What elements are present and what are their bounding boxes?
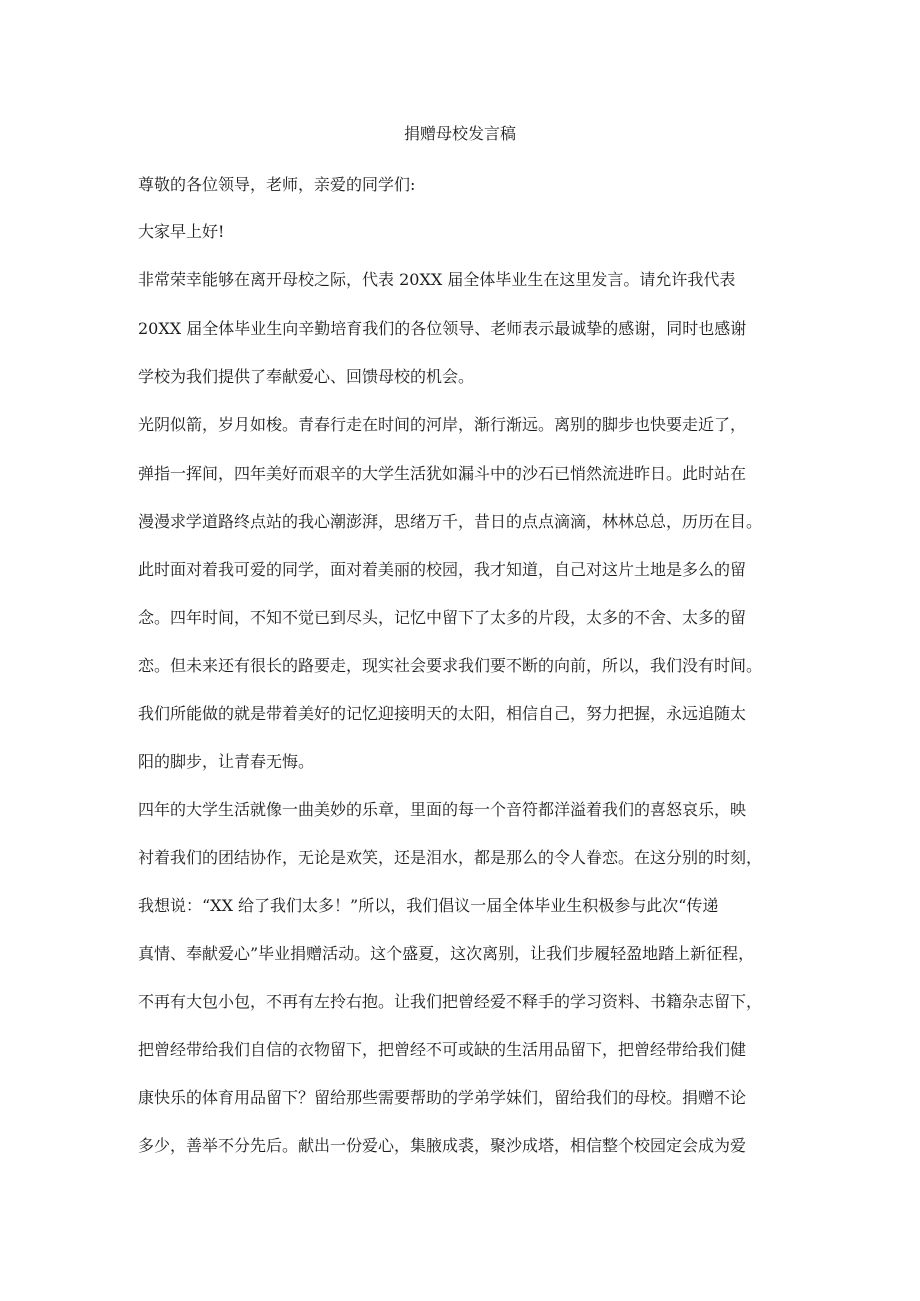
body-line: 阳的脚步，让青春无悔。 — [138, 752, 315, 771]
body-line: 念。四年时间，不知不觉已到尽头，记忆中留下了太多的片段，太多的不舍、太多的留 — [138, 608, 747, 627]
body-line: 漫漫求学道路终点站的我心潮澎湃，思绪万千，昔日的点点滴滴，林林总总，历历在目。 — [138, 512, 763, 531]
body-line: 衬着我们的团结协作，无论是欢笑，还是泪水，都是那么的令人眷恋。在这分别的时刻， — [138, 848, 763, 867]
body-line: 我们所能做的就是带着美好的记忆迎接明天的太阳，相信自己，努力把握，永远追随太 — [138, 704, 747, 723]
body-line: 此时面对着我可爱的同学，面对着美丽的校园，我才知道，自己对这片土地是多么的留 — [138, 560, 747, 579]
body-line: 尊敬的各位领导，老师，亲爱的同学们: — [138, 175, 416, 194]
body-line: 大家早上好! — [138, 222, 225, 241]
body-line: 恋。但未来还有很长的路要走，现实社会要求我们要不断的向前，所以，我们没有时间。 — [138, 656, 763, 675]
body-line: 康快乐的体育用品留下？留给那些需要帮助的学弟学妹们，留给我们的母校。捐赠不论 — [138, 1088, 747, 1107]
body-line: 四年的大学生活就像一曲美妙的乐章，里面的每一个音符都洋溢着我们的喜怒哀乐，映 — [138, 800, 747, 819]
body-line: 把曾经带给我们自信的衣物留下，把曾经不可或缺的生活用品留下，把曾经带给我们健 — [138, 1040, 747, 1059]
body-line: 多少，善举不分先后。献出一份爱心，集腋成裘，聚沙成塔，相信整个校园定会成为爱 — [138, 1136, 747, 1155]
body-line: 学校为我们提供了奉献爱心、回馈母校的机会。 — [138, 367, 475, 386]
document-title: 捐赠母校发言稿 — [403, 124, 516, 143]
body-line: 光阴似箭，岁月如梭。青春行走在时间的河岸，渐行渐远。离别的脚步也快要走近了， — [138, 415, 747, 434]
body-line: 不再有大包小包，不再有左拎右抱。让我们把曾经爱不释手的学习资料、书籍杂志留下， — [138, 992, 763, 1011]
body-line: 20XX 届全体毕业生向辛勤培育我们的各位领导、老师表示最诚挚的感谢，同时也感谢 — [138, 319, 747, 338]
body-line: 我想说：“XX 给了我们太多！”所以，我们倡议一届全体毕业生积极参与此次“传递 — [138, 896, 719, 915]
body-line: 真情、奉献爱心”毕业捐赠活动。这个盛夏，这次离别，让我们步履轻盈地踏上新征程， — [138, 944, 755, 963]
body-line: 弹指一挥间，四年美好而艰辛的大学生活犹如漏斗中的沙石已悄然流进昨日。此时站在 — [138, 464, 747, 483]
body-line: 非常荣幸能够在离开母校之际，代表 20XX 届全体毕业生在这里发言。请允许我代表 — [138, 270, 736, 289]
